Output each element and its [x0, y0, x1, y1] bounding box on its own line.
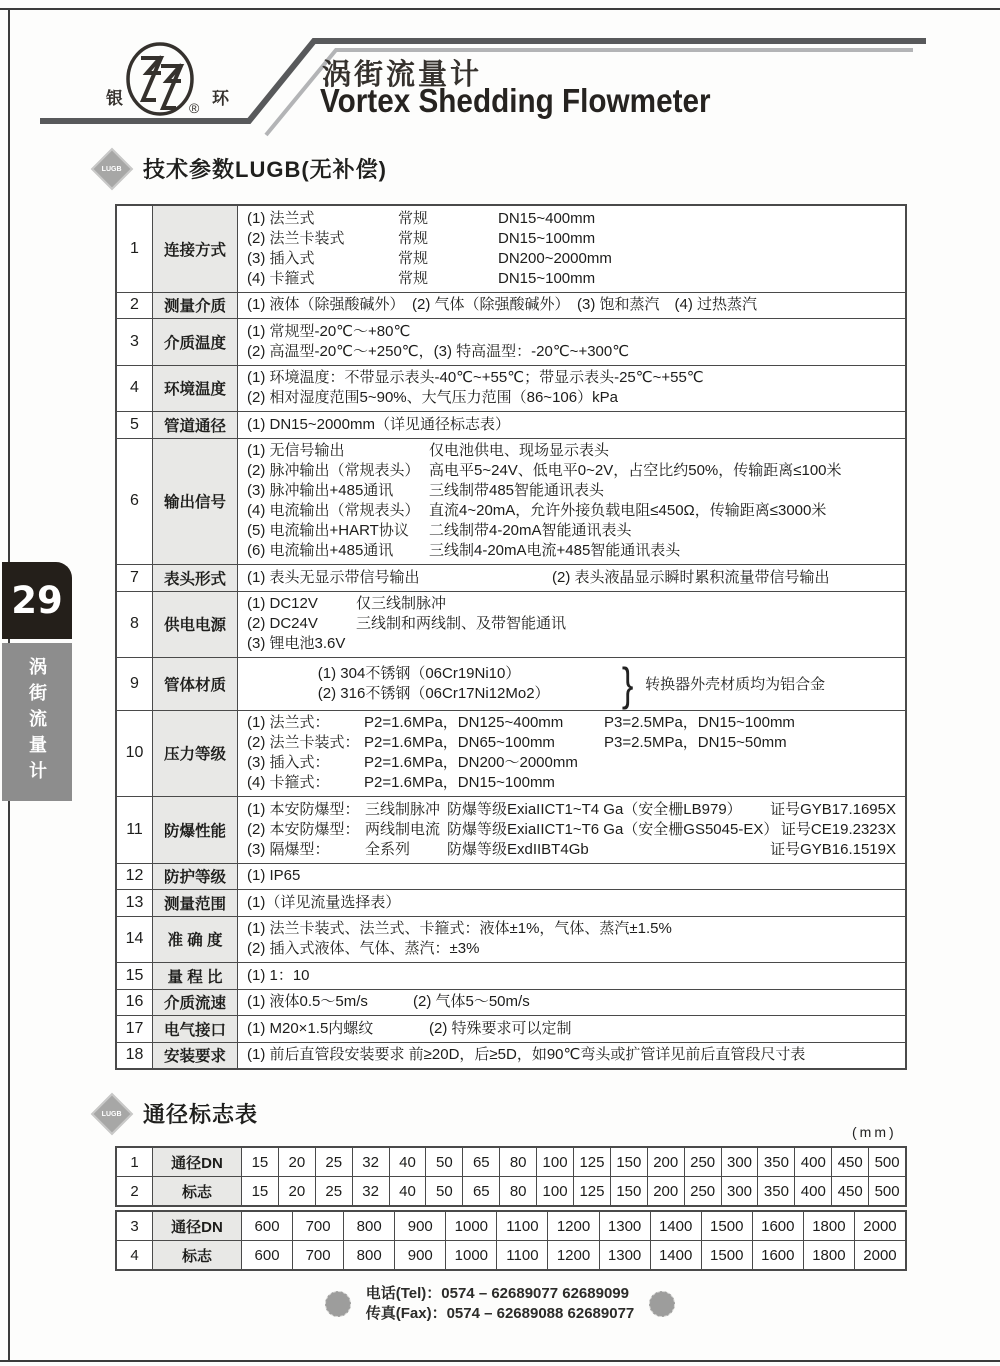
spec-row — [117, 890, 905, 917]
spec-line — [247, 269, 896, 289]
spec-row-number: 8 — [117, 592, 153, 658]
spec-row-label: 环境温度 — [153, 366, 238, 412]
text-segment: (2) 法兰卡装式 — [247, 229, 345, 247]
logo-text-right: 环 — [212, 89, 229, 108]
dn-row-number: 3 — [117, 1212, 153, 1240]
spec-line — [247, 501, 896, 521]
dn-value: 600 — [242, 1241, 293, 1269]
dn-row-number: 4 — [117, 1241, 153, 1269]
dn-value: 200 — [648, 1177, 685, 1205]
spec-row-number: 3 — [117, 319, 153, 365]
dn-value: 32 — [353, 1177, 390, 1205]
spec-row-content — [238, 711, 905, 797]
dn-value: 1000 — [446, 1241, 497, 1269]
text-segment: (2) 高温型-20℃～+250℃，(3) 特高温型：-20℃~+300℃ — [247, 342, 630, 360]
spec-row — [117, 412, 905, 439]
spec-line — [247, 441, 896, 461]
dn-row-label: 通径DN — [153, 1148, 242, 1176]
dn-value: 15 — [242, 1177, 279, 1205]
text-segment: (1) 法兰式 — [247, 209, 315, 227]
spec-line — [247, 415, 896, 435]
dn-value: 250 — [685, 1148, 722, 1176]
text-segment: (2) 特殊要求可以定制 — [429, 1019, 572, 1037]
spec-row-content — [238, 990, 905, 1016]
spec-line — [247, 322, 896, 342]
dn-value: 40 — [390, 1177, 427, 1205]
dn-row — [117, 1177, 905, 1205]
spec-line — [247, 481, 896, 501]
spec-line — [247, 893, 896, 913]
dn-table-2 — [115, 1210, 907, 1271]
spec-row-label: 电气接口 — [153, 1016, 238, 1042]
text-segment: (2) 脉冲输出（常规表头） — [247, 462, 420, 480]
text-segment: 防爆等级ExiaIICT1~T4 Ga（安全栅LB979） — [447, 800, 742, 818]
spec-row — [117, 293, 905, 320]
dn-value: 350 — [758, 1148, 795, 1176]
footer-dot-icon — [649, 1291, 675, 1317]
text-segment: 两线制电流 — [365, 820, 441, 838]
dn-value: 20 — [279, 1177, 316, 1205]
spec-line — [247, 634, 896, 654]
dn-value: 600 — [242, 1212, 293, 1240]
dn-row — [117, 1241, 905, 1269]
text-segment: (1) M20×1.5内螺纹 — [247, 1019, 374, 1037]
spec-row — [117, 797, 905, 864]
dn-value: 1000 — [446, 1212, 497, 1240]
dn-value: 25 — [316, 1148, 353, 1176]
text-segment: 常规 — [398, 269, 429, 287]
dn-value: 40 — [390, 1148, 427, 1176]
text-segment: (1) 法兰卡装式、法兰式、卡箍式：液体±1%，气体、蒸汽±1.5% — [247, 920, 672, 938]
text-segment: 常规 — [398, 229, 429, 247]
text-segment: 三线制和两线制、及带智能通讯 — [356, 615, 567, 633]
spec-line — [247, 733, 896, 753]
text-segment: (2) DC24V — [247, 615, 318, 633]
brace-glyph: } — [621, 657, 634, 710]
dn-value: 125 — [574, 1177, 611, 1205]
spec-row-content — [238, 206, 905, 292]
dn-value: 800 — [344, 1212, 395, 1240]
text-segment: (4) 卡箍式： — [247, 774, 330, 792]
spec-row-number: 17 — [117, 1016, 153, 1042]
text-segment: (2) 气体5～50m/s — [413, 993, 530, 1011]
text-segment: (1) IP65 — [247, 867, 301, 885]
spec-row-content — [238, 439, 905, 565]
spec-line — [247, 773, 896, 793]
spec-line — [247, 541, 896, 561]
text-segment: (2) 表头液晶显示瞬时累积流量带信号输出 — [552, 568, 830, 586]
text-segment: 仅电池供电、现场显示表头 — [429, 442, 610, 460]
spec-line — [247, 521, 896, 541]
dn-value: 500 — [874, 1153, 900, 1171]
spec-row-label: 压力等级 — [153, 711, 238, 797]
dn-value: 450 — [832, 1177, 869, 1205]
dn-value: 1100 — [497, 1212, 548, 1240]
dn-value: 1500 — [702, 1241, 753, 1269]
dn-value: 50 — [426, 1148, 463, 1176]
text-segment: (1) 表头无显示带信号输出 — [247, 568, 420, 586]
spec-row-content — [238, 1043, 905, 1069]
text-segment: (1) 液体0.5～5m/s — [247, 993, 368, 1011]
text-segment: (3) 脉冲输出+485通讯 — [247, 482, 394, 500]
spec-row-content — [238, 1016, 905, 1042]
spec-line — [247, 1045, 896, 1065]
text-segment: DN200~2000mm — [498, 249, 612, 267]
spec-row-content — [238, 797, 905, 863]
dn-table-1 — [115, 1146, 907, 1207]
spec-row-label: 输出信号 — [153, 439, 238, 565]
text-segment: 证号CE19.2323X — [780, 820, 896, 838]
spec-row-label: 供电电源 — [153, 592, 238, 658]
spec-row-number: 11 — [117, 797, 153, 863]
dn-row — [117, 1212, 905, 1241]
spec-row-label: 防护等级 — [153, 864, 238, 890]
spec-line — [247, 594, 896, 614]
dn-value: 1800 — [804, 1212, 855, 1240]
text-segment: (3) 隔爆型： — [247, 840, 330, 858]
spec-row-number: 13 — [117, 890, 153, 916]
spec-row-content — [238, 917, 905, 963]
text-segment: (2) 本安防爆型： — [247, 820, 360, 838]
dn-value: 50 — [426, 1177, 463, 1205]
dn-row-number: 1 — [117, 1148, 153, 1176]
spec-row-number: 18 — [117, 1043, 153, 1069]
dn-row-number: 2 — [117, 1177, 153, 1205]
text-segment: (3) 插入式 — [247, 249, 315, 267]
section-title: 通径标志表 — [143, 1102, 259, 1127]
spec-lines — [318, 664, 620, 704]
text-segment: (1) DC12V — [247, 595, 318, 613]
dn-value: 15 — [242, 1148, 279, 1176]
text-segment: DN15~400mm — [498, 209, 596, 227]
text-segment: (4) 卡箍式 — [247, 269, 315, 287]
dn-value: 125 — [574, 1148, 611, 1176]
text-segment: 常规 — [398, 249, 429, 267]
spec-line — [247, 753, 896, 773]
text-segment: P3=2.5MPa，DN15~50mm — [604, 734, 787, 752]
dn-value: 1300 — [600, 1212, 651, 1240]
spec-row — [117, 917, 905, 964]
page-title-cn: 涡街流量计 — [322, 59, 483, 91]
dn-value: 1600 — [753, 1241, 804, 1269]
dn-value: 1800 — [804, 1241, 855, 1269]
footer-contact — [0, 1284, 1000, 1324]
text-segment: 防爆等级ExdIIBT4Gb — [447, 840, 589, 858]
spec-row — [117, 711, 905, 798]
text-segment: 高电平5~24V、低电平0~2V，占空比约50%，传输距离≤100米 — [429, 462, 842, 480]
text-segment: 常规 — [398, 209, 429, 227]
spec-line: (2) 316不锈钢（06Cr17Ni12Mo2） — [317, 684, 550, 702]
text-segment: (5) 电流输出+HART协议 — [247, 522, 409, 540]
text-segment: (2) 法兰卡装式： — [247, 734, 360, 752]
spec-row-number: 4 — [117, 366, 153, 412]
text-segment: 仅三线制脉冲 — [356, 595, 447, 613]
dn-value: 500 — [874, 1182, 900, 1200]
text-segment: (1) 法兰式： — [247, 714, 330, 732]
spec-line — [247, 342, 896, 362]
lugb-diamond-icon — [91, 1092, 133, 1134]
text-segment: (1) 1：10 — [247, 966, 310, 984]
text-segment: (2) 相对湿度范围5~90%、大气压力范围（86~106）kPa — [247, 389, 618, 407]
text-segment: P3=2.5MPa，DN15~100mm — [604, 714, 795, 732]
spec-row — [117, 565, 905, 592]
text-segment: (1) 环境温度：不带显示表头-40℃~+55℃；带显示表头-25℃~+55℃ — [247, 369, 704, 387]
spec-line — [247, 209, 896, 229]
spec-line — [247, 713, 896, 733]
spec-row-label: 准 确 度 — [153, 917, 238, 963]
spec-row-content — [238, 963, 905, 989]
spec-row-number: 7 — [117, 565, 153, 591]
dn-value: 150 — [611, 1177, 648, 1205]
text-segment: (1) 常规型-20℃～+80℃ — [247, 322, 411, 340]
text-segment: 防爆等级ExiaIICT1~T6 Ga（安全栅GS5045-EX） — [447, 820, 779, 838]
spec-row-label: 表头形式 — [153, 565, 238, 591]
text-segment: DN15~100mm — [498, 229, 596, 247]
spec-row-content — [238, 319, 905, 365]
spec-row-content — [238, 658, 905, 710]
dn-value: 150 — [611, 1148, 648, 1176]
dn-value: 400 — [795, 1177, 832, 1205]
spec-row-label: 介质流速 — [153, 990, 238, 1016]
dn-value: 100 — [537, 1148, 574, 1176]
spec-row — [117, 366, 905, 413]
spec-line — [247, 229, 896, 249]
spec-row-number: 2 — [117, 293, 153, 319]
text-segment: P2=1.6MPa，DN200～2000mm — [364, 754, 578, 772]
dn-row-label: 通径DN — [153, 1212, 242, 1240]
spec-row-content — [238, 890, 905, 916]
spec-table — [115, 204, 907, 1070]
dn-value: 400 — [795, 1148, 832, 1176]
dn-row-label: 标志 — [153, 1241, 242, 1269]
spec-row-number: 16 — [117, 990, 153, 1016]
spec-row — [117, 1016, 905, 1043]
text-segment: P2=1.6MPa，DN125~400mm — [364, 714, 564, 732]
dn-value: 1100 — [497, 1241, 548, 1269]
spec-row-label: 管体材质 — [153, 658, 238, 710]
logo-text-left: 银 — [106, 89, 123, 108]
spec-row — [117, 439, 905, 566]
category-tab: 涡街流量计 — [2, 643, 72, 801]
header-band-graphic — [0, 0, 1000, 150]
spec-row-label: 介质温度 — [153, 319, 238, 365]
dn-row — [117, 1148, 905, 1177]
lugb-diamond-label: LUGB — [102, 165, 122, 172]
footer-dot-icon — [325, 1291, 351, 1317]
section-heading-tech-params — [97, 153, 387, 184]
spec-line: (1) 304不锈钢（06Cr19Ni10） — [317, 664, 521, 682]
spec-line — [247, 568, 896, 588]
spec-line — [247, 614, 896, 634]
text-segment: 三线制4-20mA电流+485智能通讯表头 — [429, 542, 681, 560]
text-segment: 全系列 — [365, 840, 411, 858]
spec-row — [117, 658, 905, 711]
spec-line — [247, 388, 896, 408]
dn-value: 1500 — [702, 1212, 753, 1240]
dn-value: 2000 — [863, 1246, 897, 1264]
spec-row-number: 10 — [117, 711, 153, 797]
spec-row-label: 量 程 比 — [153, 963, 238, 989]
dn-value: 1600 — [753, 1212, 804, 1240]
text-segment: (1) 无信号输出 — [247, 442, 345, 460]
spec-row — [117, 864, 905, 891]
dn-value: 65 — [463, 1148, 500, 1176]
spec-line — [247, 939, 896, 959]
text-segment: (4) 电流输出（常规表头） — [247, 502, 420, 520]
text-segment: 证号GYB16.1519X — [770, 840, 896, 858]
dn-value: 1200 — [548, 1212, 599, 1240]
dn-row-label: 标志 — [153, 1177, 242, 1205]
spec-row-label: 测量范围 — [153, 890, 238, 916]
spec-line — [247, 800, 896, 820]
spec-row — [117, 592, 905, 659]
spec-row — [117, 990, 905, 1017]
dn-value: 900 — [395, 1241, 446, 1269]
text-segment: (3) 插入式： — [247, 754, 330, 772]
text-segment: (1) 液体（除强酸碱外） (2) 气体（除强酸碱外） (3) 饱和蒸汽 (4) 过热蒸汽 — [247, 296, 758, 314]
spec-note: 转换器外壳材质均为铝合金 — [645, 676, 826, 694]
text-segment: 证号GYB17.1695X — [770, 800, 896, 818]
spec-line — [247, 368, 896, 388]
spec-row-content — [238, 864, 905, 890]
spec-line — [247, 866, 896, 886]
yinhuan-logo-mark — [128, 44, 192, 114]
spec-line — [247, 919, 896, 939]
spec-row — [117, 319, 905, 366]
spec-line — [247, 295, 896, 315]
dn-value: 80 — [500, 1148, 537, 1176]
footer-contact-text — [366, 1284, 635, 1324]
dn-value: 25 — [316, 1177, 353, 1205]
dn-value: 300 — [722, 1148, 759, 1176]
unit-label-mm: (mm) — [852, 1124, 897, 1140]
spec-row-label: 管道通径 — [153, 412, 238, 438]
dn-value: 80 — [500, 1177, 537, 1205]
dn-value: 65 — [463, 1177, 500, 1205]
spec-row-number: 15 — [117, 963, 153, 989]
text-segment: 直流4~20mA，允许外接负载电阻≤450Ω，传输距离≤3000米 — [429, 502, 827, 520]
spec-row-label: 防爆性能 — [153, 797, 238, 863]
section-heading-dn-marking — [97, 1098, 258, 1129]
dn-value: 2000 — [863, 1217, 897, 1235]
dn-value: 1400 — [651, 1241, 702, 1269]
dn-value: 20 — [279, 1148, 316, 1176]
text-segment: (3) 锂电池3.6V — [247, 635, 346, 653]
spec-line — [247, 966, 896, 986]
text-segment: (1) 本安防爆型： — [247, 800, 360, 818]
spec-row-number: 9 — [117, 658, 153, 710]
dn-value: 300 — [722, 1177, 759, 1205]
dn-value: 250 — [685, 1177, 722, 1205]
page-number-tab: 29 — [2, 562, 72, 639]
spec-row-number: 12 — [117, 864, 153, 890]
spec-line — [247, 840, 896, 860]
section-title: 技术参数LUGB(无补偿) — [143, 157, 387, 182]
lugb-diamond-label: LUGB — [102, 1110, 122, 1117]
spec-row — [117, 1043, 905, 1069]
spec-row-label: 连接方式 — [153, 206, 238, 292]
page-title-en: Vortex Shedding Flowmeter — [320, 82, 711, 119]
dn-value: 1400 — [651, 1212, 702, 1240]
dn-value: 1300 — [600, 1241, 651, 1269]
spec-row-content — [238, 592, 905, 658]
lugb-diamond-icon — [91, 147, 133, 189]
text-segment: DN15~100mm — [498, 269, 596, 287]
spec-line — [247, 992, 896, 1012]
dn-value: 800 — [344, 1241, 395, 1269]
text-segment: 三线制脉冲 — [365, 800, 441, 818]
dn-value: 700 — [293, 1212, 344, 1240]
spec-row-content — [238, 293, 905, 319]
footer-fax: 传真(Fax)：0574 – 62689088 62689077 — [365, 1305, 635, 1322]
registered-mark-icon: ® — [189, 100, 200, 116]
spec-line — [247, 249, 896, 269]
dn-value: 350 — [758, 1177, 795, 1205]
spec-row-content — [238, 565, 905, 591]
spec-row-label: 测量介质 — [153, 293, 238, 319]
text-segment: (1) DN15~2000mm（详见通径标志表） — [247, 415, 510, 433]
spec-row-number: 1 — [117, 206, 153, 292]
spec-row-number: 14 — [117, 917, 153, 963]
spec-row — [117, 206, 905, 293]
dn-value: 1200 — [548, 1241, 599, 1269]
page-border-bottom — [0, 1360, 1000, 1362]
dn-value: 450 — [832, 1148, 869, 1176]
spec-row — [117, 963, 905, 990]
spec-row-number: 5 — [117, 412, 153, 438]
spec-row-content — [238, 366, 905, 412]
text-segment: (6) 电流输出+485通讯 — [247, 542, 394, 560]
spec-row-label: 安装要求 — [153, 1043, 238, 1069]
spec-line — [247, 820, 896, 840]
dn-value: 200 — [648, 1148, 685, 1176]
text-segment: (2) 插入式液体、气体、蒸汽：±3% — [247, 940, 480, 958]
text-segment: 二线制带4-20mA智能通讯表头 — [429, 522, 632, 540]
text-segment: (1) 前后直管段安装要求 前≥20D，后≥5D，如90℃弯头或扩管详见前后直管段尺寸表 — [247, 1046, 806, 1064]
text-segment: 三线制带485智能通讯表头 — [429, 482, 605, 500]
dn-value: 100 — [537, 1177, 574, 1205]
dn-value: 32 — [353, 1148, 390, 1176]
dn-value: 700 — [293, 1241, 344, 1269]
dn-value: 900 — [395, 1212, 446, 1240]
text-segment: P2=1.6MPa，DN65~100mm — [364, 734, 555, 752]
spec-line — [247, 461, 896, 481]
text-segment: P2=1.6MPa，DN15~100mm — [364, 774, 555, 792]
spec-line — [247, 1019, 896, 1039]
spec-row-content — [238, 412, 905, 438]
spec-row-number: 6 — [117, 439, 153, 565]
text-segment: (1)（详见流量选择表） — [247, 893, 401, 911]
footer-tel: 电话(Tel)：0574 – 62689077 62689099 — [365, 1285, 629, 1302]
